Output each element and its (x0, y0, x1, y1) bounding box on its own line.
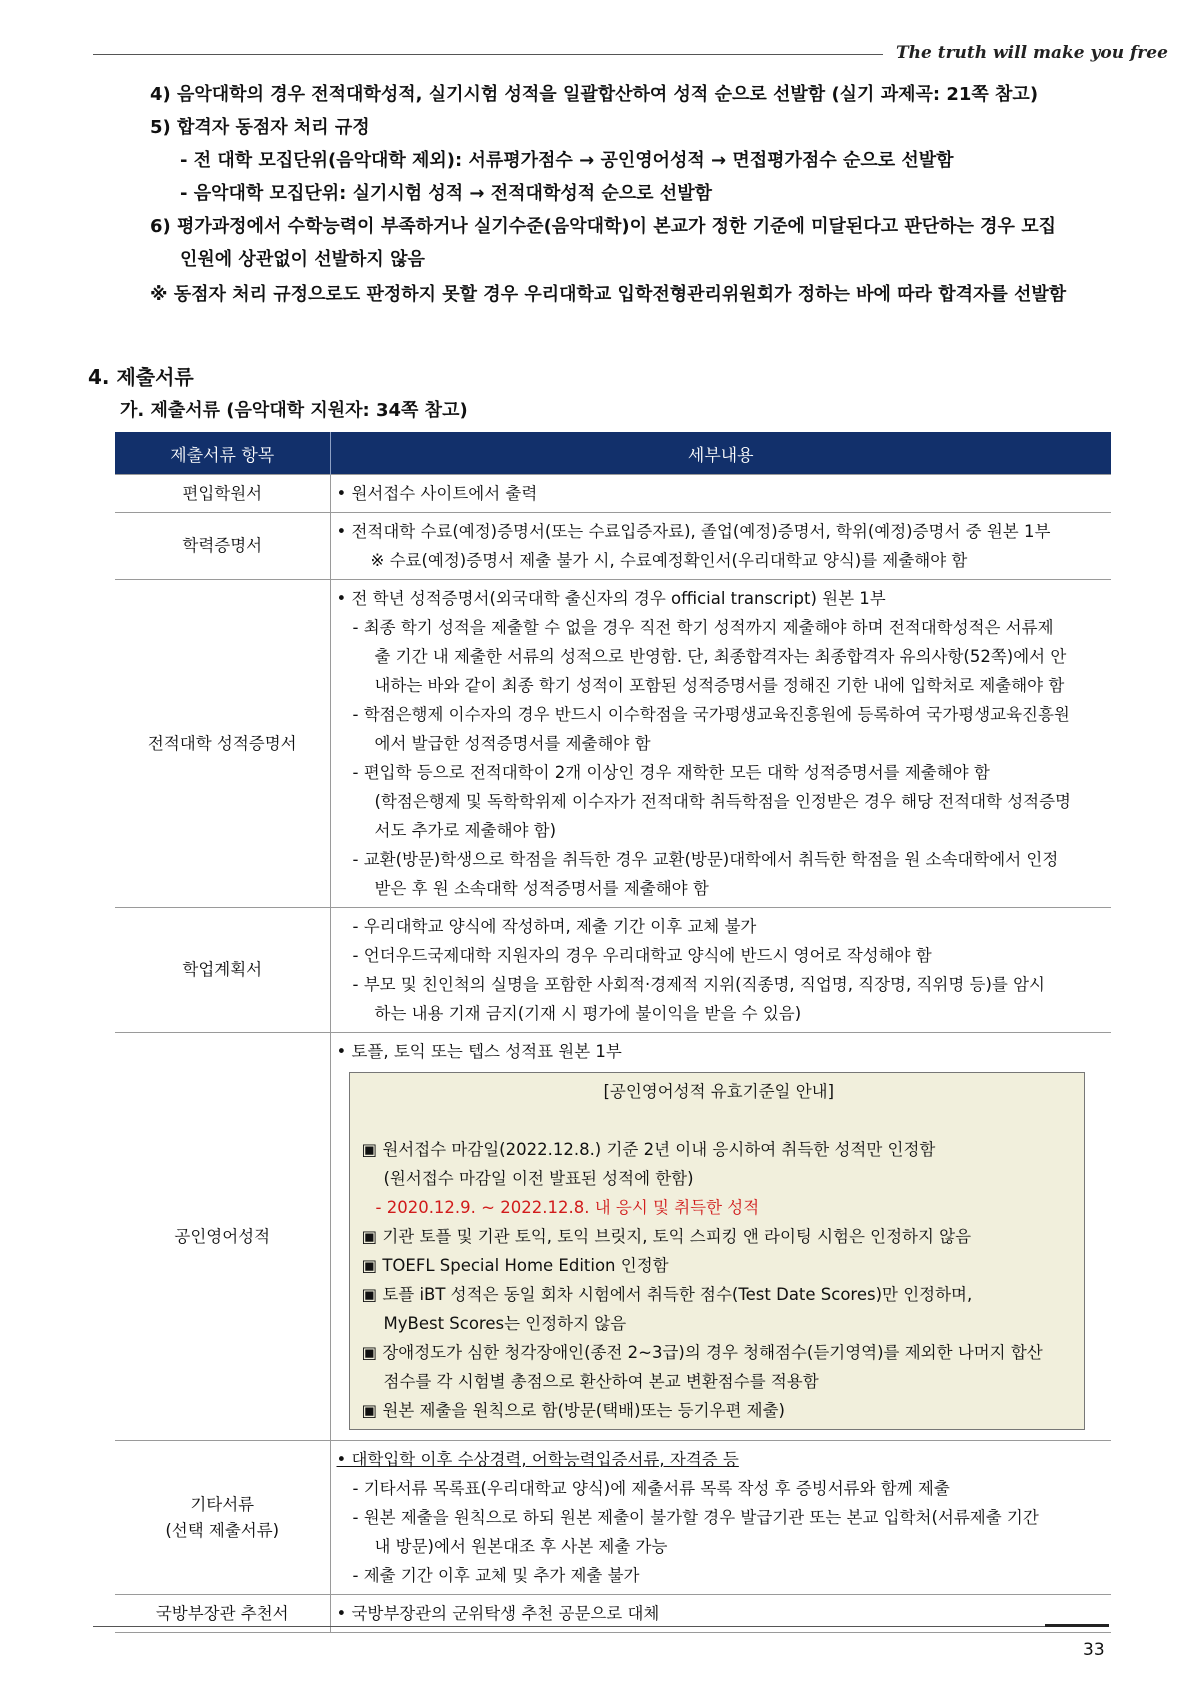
col-header-detail: 세부내용 (330, 432, 1111, 475)
row-item: 전적대학 성적증명서 (115, 580, 330, 908)
rule-5b: - 음악대학 모집단위: 실기시험 성적 → 전적대학성적 순으로 선발함 (180, 183, 712, 204)
row-detail: - 우리대학교 양식에 작성하며, 제출 기간 이후 교체 불가 - 언더우드국제대학 지원자의 경우 우리대학교 양식에 반드시 영어로 작성해야 함 - 부모 및 친인척의 실명을 포함한 사회적·경제적 지위(직종명, 직업명, 직장명, 직위명 등)를 암시 하는 내용 기재 금지(기재 시 평가에 불이익을 받을 수 있음) (330, 908, 1111, 1033)
english-validity-notice-box: [공인영어성적 유효기준일 안내] ▣ 원서접수 마감일(2022.12.8.) 기준 2년 이내 응시하여 취득한 성적만 인정함 (원서접수 마감일 이전 발표된 성적에 한함) - 2020.12.9. ~ 2022.12.8. 내 응시 및 취득한 성적 ▣ 기관 토플 및 기관 토익, 토익 브릿지, 토익 스피킹 앤 라이팅 시험은 인정하지 않음 ▣ TOEFL Special Home Edition 인정함 ▣ 토플 iBT 성적은 동일 회차 시험에서 취득한 점수(Test Date Scores)만 인정하며, MyBest Scores는 인정하지 않음 ▣ 장애정도가 심한 청각장애인(종전 2~3급)의 경우 청해점수(듣기영역)를 제외한 나머지 합산 점수를 각 시험별 총점으로 환산하여 본교 변환점수를 적용함 ▣ 원본 제출을 원칙으로 함(방문(택배)또는 등기우편 제출) (349, 1072, 1086, 1430)
row-detail: • 토플, 토익 또는 텝스 성적표 원본 1부 [공인영어성적 유효기준일 안내] ▣ 원서접수 마감일(2022.12.8.) 기준 2년 이내 응시하여 취득한 성적만 인정함 (원서접수 마감일 이전 발표된 성적에 한함) - 2020.12.9. ~ 2022.12.8. 내 응시 및 취득한 성적 ▣ 기관 토플 및 기관 토익, 토익 브릿지, 토익 스피킹 앤 라이팅 시험은 인정하지 않음 ▣ TOEFL Special Home Edition 인정함 ▣ 토플 iBT 성적은 동일 회차 시험에서 취득한 점수(Test Date Scores)만 인정하며, MyBest Scores는 인정하지 않음 ▣ 장애정도가 심한 청각장애인(종전 2~3급)의 경우 청해점수(듣기영역)를 제외한 나머지 합산 점수를 각 시험별 총점으로 환산하여 본교 변환점수를 적용함 ▣ 원본 제출을 원칙으로 함(방문(택배)또는 등기우편 제출) (330, 1033, 1111, 1441)
section-subtitle: 가. 제출서류 (음악대학 지원자: 34쪽 참고) (120, 400, 468, 421)
table-row (115, 908, 1111, 1033)
header-motto: The truth will make you free (896, 43, 1168, 63)
table-row (115, 1033, 1111, 1441)
page-number: 33 (1083, 1640, 1105, 1660)
table-row (115, 513, 1111, 580)
row-item: 기타서류 (선택 제출서류) (115, 1441, 330, 1595)
row-detail: • 대학입학 이후 수상경력, 어학능력입증서류, 자격증 등 - 기타서류 목록표(우리대학교 양식)에 제출서류 목록 작성 후 증빙서류와 함께 제출 - 원본 제출을 원칙으로 하되 원본 제출이 불가할 경우 발급기관 또는 본교 입학처(서류제출 기간 내 방문)에서 원본대조 후 사본 제출 가능 - 제출 기간 이후 교체 및 추가 제출 불가 (330, 1441, 1111, 1595)
row-item: 공인영어성적 (115, 1033, 330, 1441)
row-detail: • 국방부장관의 군위탁생 추천 공문으로 대체 (330, 1595, 1111, 1633)
rule-4: 4) 음악대학의 경우 전적대학성적, 실기시험 성적을 일괄합산하여 성적 순으로 선발함 (실기 과제곡: 21쪽 참고) (150, 84, 1039, 105)
table-row (115, 475, 1111, 513)
row-detail: • 원서접수 사이트에서 출력 (330, 475, 1111, 513)
footer-rule (93, 1626, 1109, 1627)
table-row (115, 1441, 1111, 1595)
row-item: 편입학원서 (115, 475, 330, 513)
valid-date-range: - 2020.12.9. ~ 2022.12.8. 내 응시 및 취득한 성적 (375, 1198, 760, 1217)
header-rule (93, 54, 883, 55)
rule-5a: - 전 대학 모집단위(음악대학 제외): 서류평가점수 → 공인영어성적 → 면접평가점수 순으로 선발함 (180, 150, 954, 171)
tie-note: ※ 동점자 처리 규정으로도 판정하지 못할 경우 우리대학교 입학전형관리위원회가 정하는 바에 따라 합격자를 선발함 (150, 284, 1067, 305)
footer-accent-bar (1045, 1624, 1109, 1627)
notice-title: [공인영어성적 유효기준일 안내] (603, 1082, 835, 1101)
row-item: 학력증명서 (115, 513, 330, 580)
section-title: 4. 제출서류 (88, 365, 194, 389)
row-detail: • 전적대학 수료(예정)증명서(또는 수료입증자료), 졸업(예정)증명서, 학위(예정)증명서 중 원본 1부 ※ 수료(예정)증명서 제출 불가 시, 수료예정확인서(우리대학교 양식)를 제출해야 함 (330, 513, 1111, 580)
rule-6-line1: 6) 평가과정에서 수학능력이 부족하거나 실기수준(음악대학)이 본교가 정한 기준에 미달된다고 판단하는 경우 모집 (150, 216, 1056, 237)
row-detail: • 전 학년 성적증명서(외국대학 출신자의 경우 official transcript) 원본 1부 - 최종 학기 성적을 제출할 수 없을 경우 직전 학기 성적까지 제출해야 하며 전적대학성적은 서류제 출 기간 내 제출한 서류의 성적으로 반영함. 단, 최종합격자는 최종합격자 유의사항(52쪽)에서 안 내하는 바와 같이 최종 학기 성적이 포함된 성적증명서를 정해진 기한 내에 입학처로 제출해야 함 - 학점은행제 이수자의 경우 반드시 이수학점을 국가평생교육진흥원에 등록하여 국가평생교육진흥원 에서 발급한 성적증명서를 제출해야 함 - 편입학 등으로 전적대학이 2개 이상인 경우 재학한 모든 대학 성적증명서를 제출해야 함 (학점은행제 및 독학학위제 이수자가 전적대학 취득학점을 인정받은 경우 해당 전적대학 성적증명 서도 추가로 제출해야 함) - 교환(방문)학생으로 학점을 취득한 경우 교환(방문)대학에서 취득한 학점을 원 소속대학에서 인정 받은 후 원 소속대학 성적증명서를 제출해야 함 (330, 580, 1111, 908)
rule-6-line2: 인원에 상관없이 선발하지 않음 (180, 249, 425, 270)
col-header-item: 제출서류 항목 (115, 432, 330, 475)
row-item: 학업계획서 (115, 908, 330, 1033)
table-header-row (115, 432, 1111, 475)
documents-table (115, 432, 1111, 1633)
table-row (115, 580, 1111, 908)
row-item: 국방부장관 추천서 (115, 1595, 330, 1633)
rule-5: 5) 합격자 동점자 처리 규정 (150, 117, 370, 138)
